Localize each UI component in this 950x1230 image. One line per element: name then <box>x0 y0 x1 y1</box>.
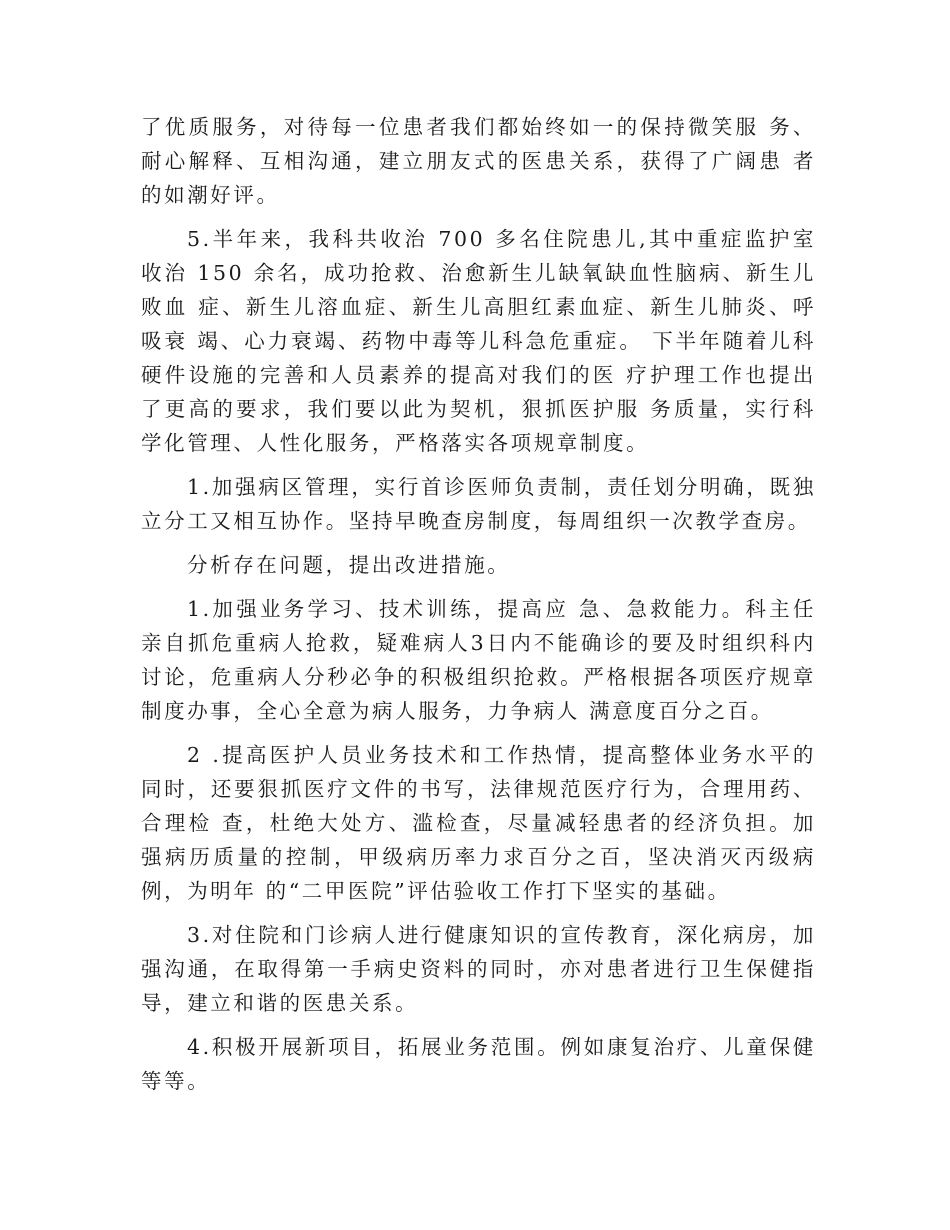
paragraph-4: 分析存在问题，提出改进措施。 <box>187 553 511 577</box>
paragraph-1: 了优质服务，对待每一位患者我们都始终如一的保持微笑服 务、耐心解释、互相沟通，建立朋友式的医患关系，获得了广阔患 者的如潮好评。 <box>141 115 816 207</box>
paragraph-6: 2 .提高医护人员业务技术和工作热情，提高整体业务水平的同时，还要狠抓医疗文件的书写，法律规范医疗行为，合理用药、合理检 查，杜绝大处方、滥检查，尽量减轻患者的经济负担。加强病历质量的控制，甲级病历率力求百分之百，坚决消灭丙级病例，为明年 的“二甲医院”评估验收工作打下坚实的基础。 <box>141 743 816 903</box>
paragraph-8: 4.积极开展新项目，拓展业务范围。例如康复治疗、儿童保健 等等。 <box>141 1035 816 1093</box>
paragraph-2: 5.半年来，我科共收治 700 多名住院患儿,其中重症监护室收治 150 余名，成功抢救、治愈新生儿缺氧缺血性脑病、新生儿败血 症、新生儿溶血症、新生儿高胆红素血症、新生儿肺炎、呼吸衰 竭、心力衰竭、药物中毒等儿科急危重症。 下半年随着儿科硬件设施的完善和人员素养的提高对我们的医 疗护理工作也提出了更高的要求，我们要以此为契机，狠抓医护服 务质量，实行科学化管理、人性化服务，严格落实各项规章制度。 <box>141 227 816 455</box>
paragraph-5: 1.加强业务学习、技术训练，提高应 急、急救能力。科主任亲自抓危重病人抢救，疑难病人3日内不能确诊的要及时组织科内讨论，危重病人分秒必争的积极组织抢救。严格根据各项医疗规章制度办事，全心全意为病人服务，力争病人 满意度百分之百。 <box>141 597 816 723</box>
document-body <box>141 110 816 1108</box>
paragraph-3: 1.加强病区管理，实行首诊医师负责制，责任划分明确，既独 立分工又相互协作。坚持早晚查房制度，每周组织一次教学查房。 <box>141 475 816 533</box>
paragraph-7: 3.对住院和门诊病人进行健康知识的宣传教育，深化病房，加 强沟通，在取得第一手病史资料的同时，亦对患者进行卫生保健指 导，建立和谐的医患关系。 <box>141 923 816 1015</box>
